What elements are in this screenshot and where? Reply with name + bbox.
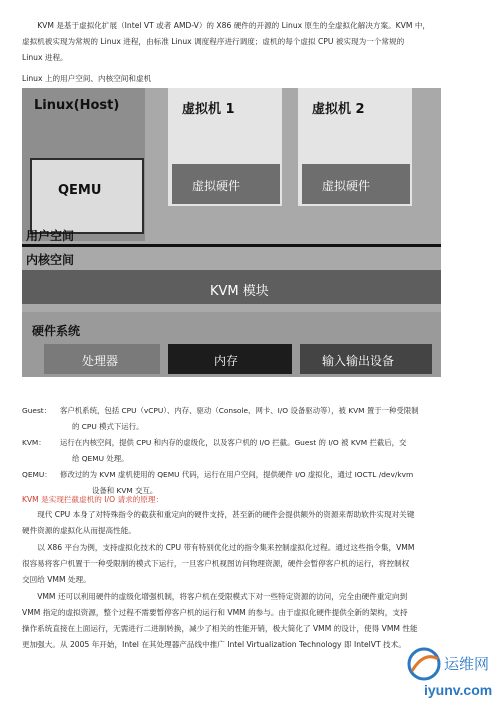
watermark-title: 运维网 (444, 656, 490, 673)
body-line: 更加强大。从 2005 年开始，Intel 在其处理器产品线中推广 Intel Virtualization Technology 即 IntelVT 技术。 (22, 640, 406, 649)
body-line: 很容易将客户机置于一种受限制的模式下运行，一旦客户机视图访问物理资源，硬件会暂停客户机的运行，将控制权 (22, 559, 410, 568)
hardware-system-label: 硬件系统 (32, 324, 81, 338)
definition-guest (22, 403, 482, 435)
vm1-hardware-label: 虚拟硬件 (192, 179, 241, 193)
diagram-caption: Linux 上的用户空间、内核空间和虚机 (22, 74, 152, 83)
body-line: 操作系统直接在上面运行，无需进行二进制转换，减少了相关的性能开销，极大简化了 VMM 的设计，使得 VMM 性能 (22, 624, 418, 633)
host-label: Linux(Host) (34, 98, 120, 113)
definitions-list (22, 403, 482, 499)
intro-line: KVM 是基于虚拟化扩展（Intel VT 或者 AMD-V）的 X86 硬件的开源的 Linux 原生的全虚拟化解决方案。KVM 中， (37, 21, 431, 30)
intro-line: 虚拟机被实现为常规的 Linux 进程，由标准 Linux 调度程序进行调度；虚机的每个虚拟 CPU 被实现为一个常规的 (22, 37, 405, 46)
user-space-label: 用户空间 (26, 229, 75, 243)
architecture-diagram (22, 88, 441, 377)
body-paragraph-1 (22, 507, 482, 539)
definition-line: 运行在内核空间，提供 CPU 和内存的虚级化，以及客户机的 I/O 拦截。Guest 的 I/O 被 KVM 拦截后，交 (60, 438, 407, 447)
principle-heading: KVM 是实现拦截虚机的 I/O 请求的原理： (22, 495, 164, 504)
body-line: VMM 还可以利用硬件的虚级化增强机制，将客户机在受限模式下对一些特定资源的访问，完全由硬件重定向到 (37, 592, 408, 601)
qemu-label: QEMU (58, 183, 102, 198)
definition-description (60, 403, 482, 435)
watermark-logo (404, 643, 498, 701)
cpu-label: 处理器 (82, 354, 119, 368)
io-label: 输入输出设备 (322, 354, 395, 368)
definition-line: 修改过的为 KVM 虚机使用的 QEMU 代码，运行在用户空间，提供硬件 I/O 虚拟化，通过 IOCTL /dev/kvm (60, 470, 414, 479)
logo-swirl-icon (404, 643, 498, 701)
definition-kvm (22, 435, 482, 467)
kernel-space-label: 内核空间 (26, 253, 75, 267)
definition-term: KVM： (22, 438, 46, 447)
body-line: 硬件资源的虚拟化从而提高性能。 (22, 526, 136, 535)
watermark-url: iyunv.com (424, 682, 493, 698)
vm2-hardware-label: 虚拟硬件 (322, 179, 371, 193)
vm1-label: 虚拟机 1 (182, 102, 235, 117)
definition-term: Guest： (22, 406, 52, 415)
vm2-label: 虚拟机 2 (312, 102, 365, 117)
intro-paragraph (22, 18, 482, 66)
definition-line: 客户机系统，包括 CPU（vCPU）、内存、驱动（Console、网卡、I/O 设备驱动等），被 KVM 置于一种受限制 (60, 406, 419, 415)
body-line: VMM 指定的虚拟资源，整个过程不需要暂停客户机的运行和 VMM 的参与。由于虚拟化硬件提供全新的架构，支持 (22, 608, 408, 617)
intro-line: Linux 进程。 (22, 53, 68, 62)
space-divider (22, 244, 441, 247)
definition-description (60, 435, 482, 467)
memory-label: 内存 (214, 354, 239, 368)
definition-line: 的 CPU 模式下运行。 (72, 422, 144, 431)
definition-term: QEMU： (22, 470, 52, 479)
body-line: 现代 CPU 本身了对特殊指令的截获和重定向的硬件支持，甚至新的硬件会提供额外的资源来帮助软件实现对关键 (37, 510, 415, 519)
definition-line: 给 QEMU 处理。 (72, 454, 129, 463)
kvm-module-label: KVM 模块 (210, 284, 269, 299)
body-paragraph-2 (22, 540, 482, 588)
body-line: 交回给 VMM 处理。 (22, 575, 91, 584)
definition-line: 设备和 KVM 交互。 (92, 486, 158, 495)
body-line: 以 X86 平台为例，支持虚拟化技术的 CPU 带有特别优化过的指令集来控制虚拟化过程。通过这些指令集，VMM (37, 543, 415, 552)
